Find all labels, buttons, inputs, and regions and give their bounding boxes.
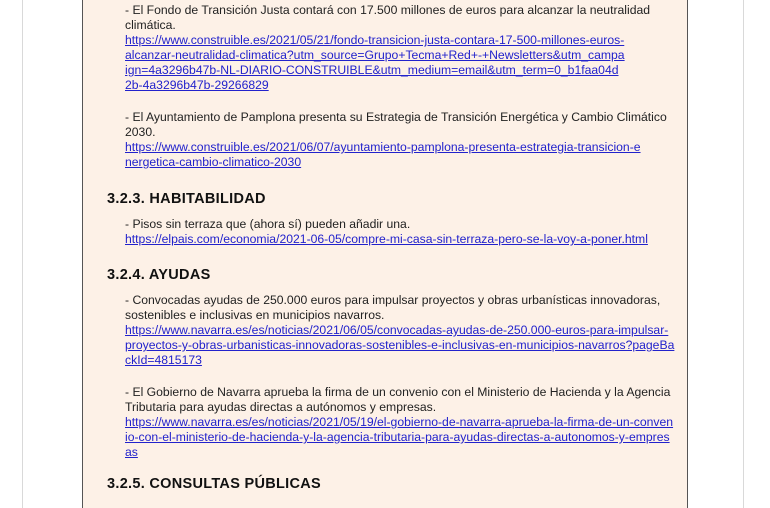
section-heading: 3.2.4. AYUDAS (107, 267, 211, 283)
news-item-link[interactable]: https://elpais.com/economia/2021-06-05/compre-mi-casa-sin-terraza-pero-se-la-voy-a-poner.html (125, 232, 648, 246)
news-item (125, 3, 675, 93)
news-item-text: - El Gobierno de Navarra aprueba la firma de un convenio con el Ministerio de Hacienda y la Agencia Tributaria para ayudas directas a autónomos y empresas. (125, 385, 671, 414)
section-heading: 3.2.3. HABITABILIDAD (107, 191, 266, 207)
news-item (125, 385, 675, 460)
news-item-link[interactable]: https://www.navarra.es/es/noticias/2021/05/19/el-gobierno-de-navarra-aprueba-la-firma-de-un-convenio-con-el-ministerio-de-hacienda-y-la-agencia-tributaria-para-ayudas-directas-a-autonomos-y-empresas (125, 415, 674, 459)
news-item-link[interactable]: https://www.navarra.es/es/noticias/2021/06/05/convocadas-ayudas-de-250.000-euros-para-impulsar-proyectos-y-obras-urbanisticas-innovadoras-sostenibles-e-inclusivas-en-municipios-navarros?pageBackId=4815173 (125, 323, 675, 367)
section-heading: 3.2.5. CONSULTAS PÚBLICAS (107, 476, 322, 492)
news-item-text: - El Ayuntamiento de Pamplona presenta su Estrategia de Transición Energética y Cambio Climático 2030. (125, 110, 667, 139)
news-item-link[interactable]: https://www.construible.es/2021/05/21/fondo-transicion-justa-contara-17-500-millones-euros-alcanzar-neutralidad-climatica?utm_source=Grupo+Tecma+Red+-+Newsletters&utm_campaign=4a3296b47b-NL-DIARIO-CONSTRUIBLE&utm_medium=email&utm_term=0_b1faa04d2b-4a3296b47b-29266829 (125, 33, 625, 92)
news-item (125, 293, 675, 368)
news-item-text: - Pisos sin terraza que (ahora sí) pueden añadir una. (125, 217, 411, 231)
news-item (125, 110, 675, 170)
news-item (125, 217, 675, 247)
news-item-text: - Convocadas ayudas de 250.000 euros para impulsar proyectos y obras urbanísticas innovadoras, sostenibles e inclusivas en municipios navarros. (125, 293, 661, 322)
news-item-text: - El Fondo de Transición Justa contará con 17.500 millones de euros para alcanzar la neutralidad climática. (125, 3, 651, 32)
news-item-link[interactable]: https://www.construible.es/2021/06/07/ayuntamiento-pamplona-presenta-estrategia-transicion-energetica-cambio-climatico-2030 (125, 140, 641, 169)
